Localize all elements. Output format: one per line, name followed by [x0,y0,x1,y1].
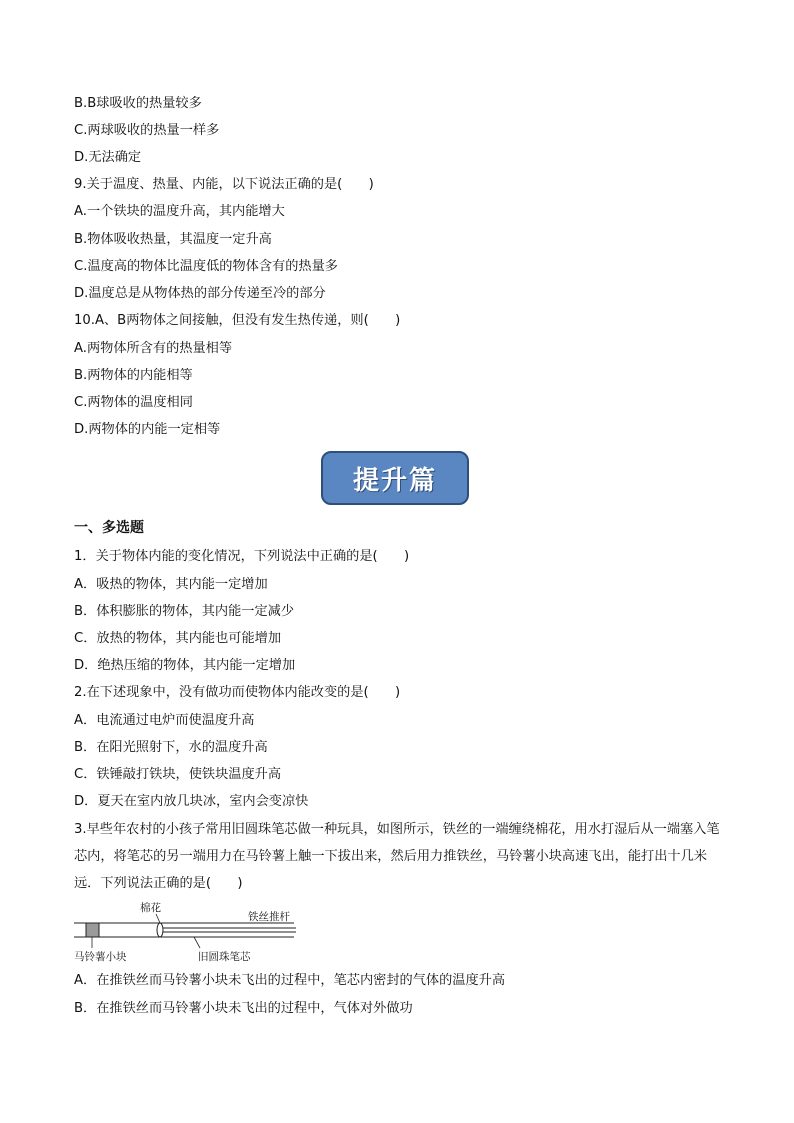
m2-option-b: B．在阳光照射下，水的温度升高 [74,740,268,755]
q9-stem: 9.关于温度、热量、内能，以下说法正确的是( ) [74,177,374,192]
m3-option-b: B．在推铁丝而马铃薯小块未飞出的过程中，气体对外做功 [74,1001,413,1016]
q8-option-b: B.B球吸收的热量较多 [74,96,202,111]
potato-block [86,923,99,937]
m3-option-a: A．在推铁丝而马铃薯小块未飞出的过程中，笔芯内密封的气体的温度升高 [74,973,506,988]
m1-option-a: A．吸热的物体，其内能一定增加 [74,577,268,592]
m2-option-d: D．夏天在室内放几块冰，室内会变凉快 [74,794,309,809]
m2-option-c: C．铁锤敲打铁块，使铁块温度升高 [74,767,282,782]
m2-option-a: A．电流通过电炉而使温度升高 [74,713,255,728]
m1-option-c: C．放热的物体，其内能也可能增加 [74,631,282,646]
label-refill: 旧圆珠笔芯 [198,951,251,963]
q8-option-c: C.两球吸收的热量一样多 [74,123,220,138]
q10-option-c: C.两物体的温度相同 [74,395,193,410]
q10-option-a: A.两物体所含有的热量相等 [74,341,233,356]
label-potato: 马铃薯小块 [74,951,127,963]
refill-leader [194,937,200,948]
section-title: 一、多选题 [74,520,144,536]
section-banner: 提升篇 [321,451,469,505]
cotton-leader [156,914,160,923]
q9-option-a: A.一个铁块的温度升高，其内能增大 [74,204,285,219]
m1-option-b: B．体积膨胀的物体，其内能一定减少 [74,604,295,619]
q10-stem: 10.A、B两物体之间接触，但没有发生热传递，则( ) [74,313,401,328]
m3-stem: 3.早些年农村的小孩子常用旧圆珠笔芯做一种玩具，如图所示，铁丝的一端缠绕棉花，用水打湿后从一端塞入笔芯内，将笔芯的另一端用力在马铃薯上触一下拔出来，然后用力推铁丝，马铃薯小块高速飞出，能打出十几米远．下列说法正确的是( ) [74,822,720,891]
q9-option-b: B.物体吸收热量，其温度一定升高 [74,232,272,247]
pen-toy-figure [74,900,299,968]
pen-toy-diagram [74,900,299,968]
q10-option-d: D.两物体的内能一定相等 [74,422,221,437]
cotton-plug [157,923,163,937]
q9-option-d: D.温度总是从物体热的部分传递至冷的部分 [74,286,326,301]
q8-option-d: D.无法确定 [74,150,142,165]
q10-option-b: B.两物体的内能相等 [74,368,193,383]
label-iron-rod: 铁丝推杆 [248,911,290,923]
m2-stem: 2.在下述现象中，没有做功而使物体内能改变的是( ) [74,685,401,700]
m1-stem: 1．关于物体内能的变化情况，下列说法中正确的是( ) [74,549,410,564]
m1-option-d: D．绝热压缩的物体，其内能一定增加 [74,658,296,673]
q9-option-c: C.温度高的物体比温度低的物体含有的热量多 [74,259,338,274]
label-cotton: 棉花 [140,902,161,914]
